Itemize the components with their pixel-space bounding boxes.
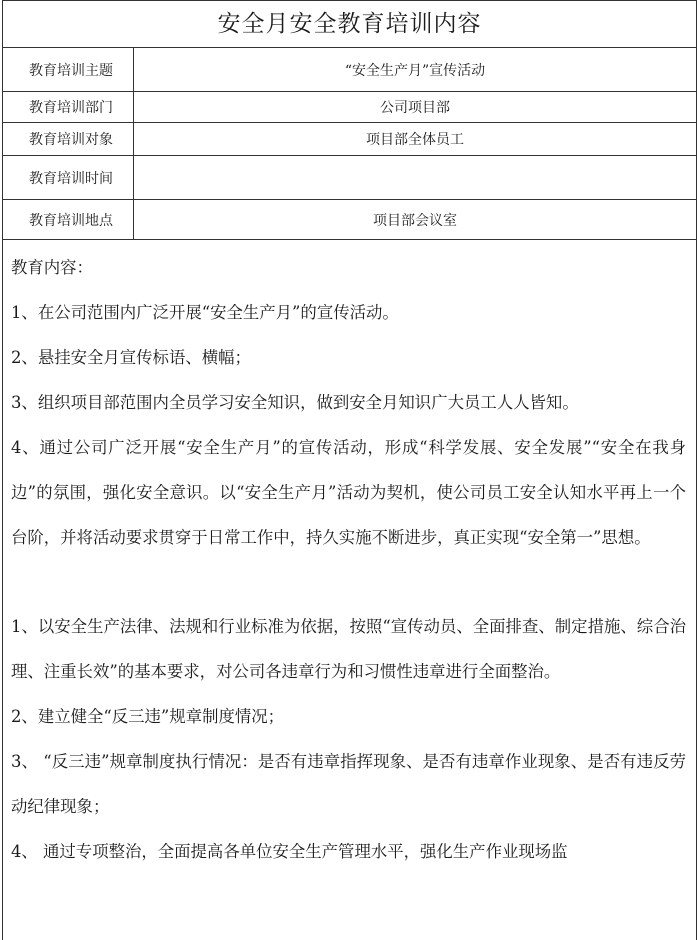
content-heading: 教育内容： [11, 258, 93, 277]
content-paragraph: 1、在公司范围内广泛开展“安全生产月”的宣传活动。 [11, 303, 399, 322]
info-value: 公司项目部 [380, 100, 450, 116]
info-label: 教育培训主题 [3, 48, 134, 91]
content-paragraph: 1、以安全生产法律、法规和行业标准为依据，按照“宣传动员、全面排查、制定措施、综合治理、注重长效”的基本要求，对公司各违章行为和习惯性违章进行全面整治。 [11, 617, 686, 681]
info-row-location [3, 200, 696, 240]
info-value: 项目部全体员工 [366, 132, 464, 148]
content-paragraph: 3、组织项目部范围内全员学习安全知识，做到安全月知识广大员工人人皆知。 [11, 393, 579, 412]
content-paragraph: 4、通过公司广泛开展“安全生产月”的宣传活动，形成“科学发展、安全发展”“安全在我身边”的氛围，强化安全意识。以“安全生产月”活动为契机，使公司员工安全认知水平再上一个台阶，并将活动要求贯穿于日常工作中，持久实施不断进步，真正实现“安全第一”思想。 [11, 438, 686, 547]
info-label: 教育培训地点 [3, 200, 134, 239]
info-row-department [3, 92, 696, 123]
info-label: 教育培训部门 [3, 92, 134, 122]
content-paragraph: 2、建立健全“反三违”规章制度情况； [11, 707, 285, 726]
info-row-time [3, 156, 696, 200]
info-value: “安全生产月”宣传活动 [344, 62, 486, 79]
content-paragraph: 2、悬挂安全月宣传标语、横幅； [11, 348, 251, 367]
section-gap [11, 560, 686, 604]
training-form [2, 0, 697, 940]
info-value [134, 156, 696, 199]
content-paragraph: 3、 “反三违”规章制度执行情况：是否有违章指挥现象、是否有违章作业现象、是否有违反劳动纪律现象； [11, 752, 686, 816]
form-title: 安全月安全教育培训内容 [3, 1, 696, 48]
info-label: 教育培训对象 [3, 123, 134, 155]
info-row-topic [3, 48, 696, 92]
info-value: 项目部会议室 [373, 212, 457, 229]
education-content [3, 240, 696, 874]
info-row-audience [3, 123, 696, 156]
content-paragraph: 4、 通过专项整治，全面提高各单位安全生产管理水平，强化生产作业现场监 [11, 842, 568, 861]
info-label: 教育培训时间 [3, 156, 134, 199]
